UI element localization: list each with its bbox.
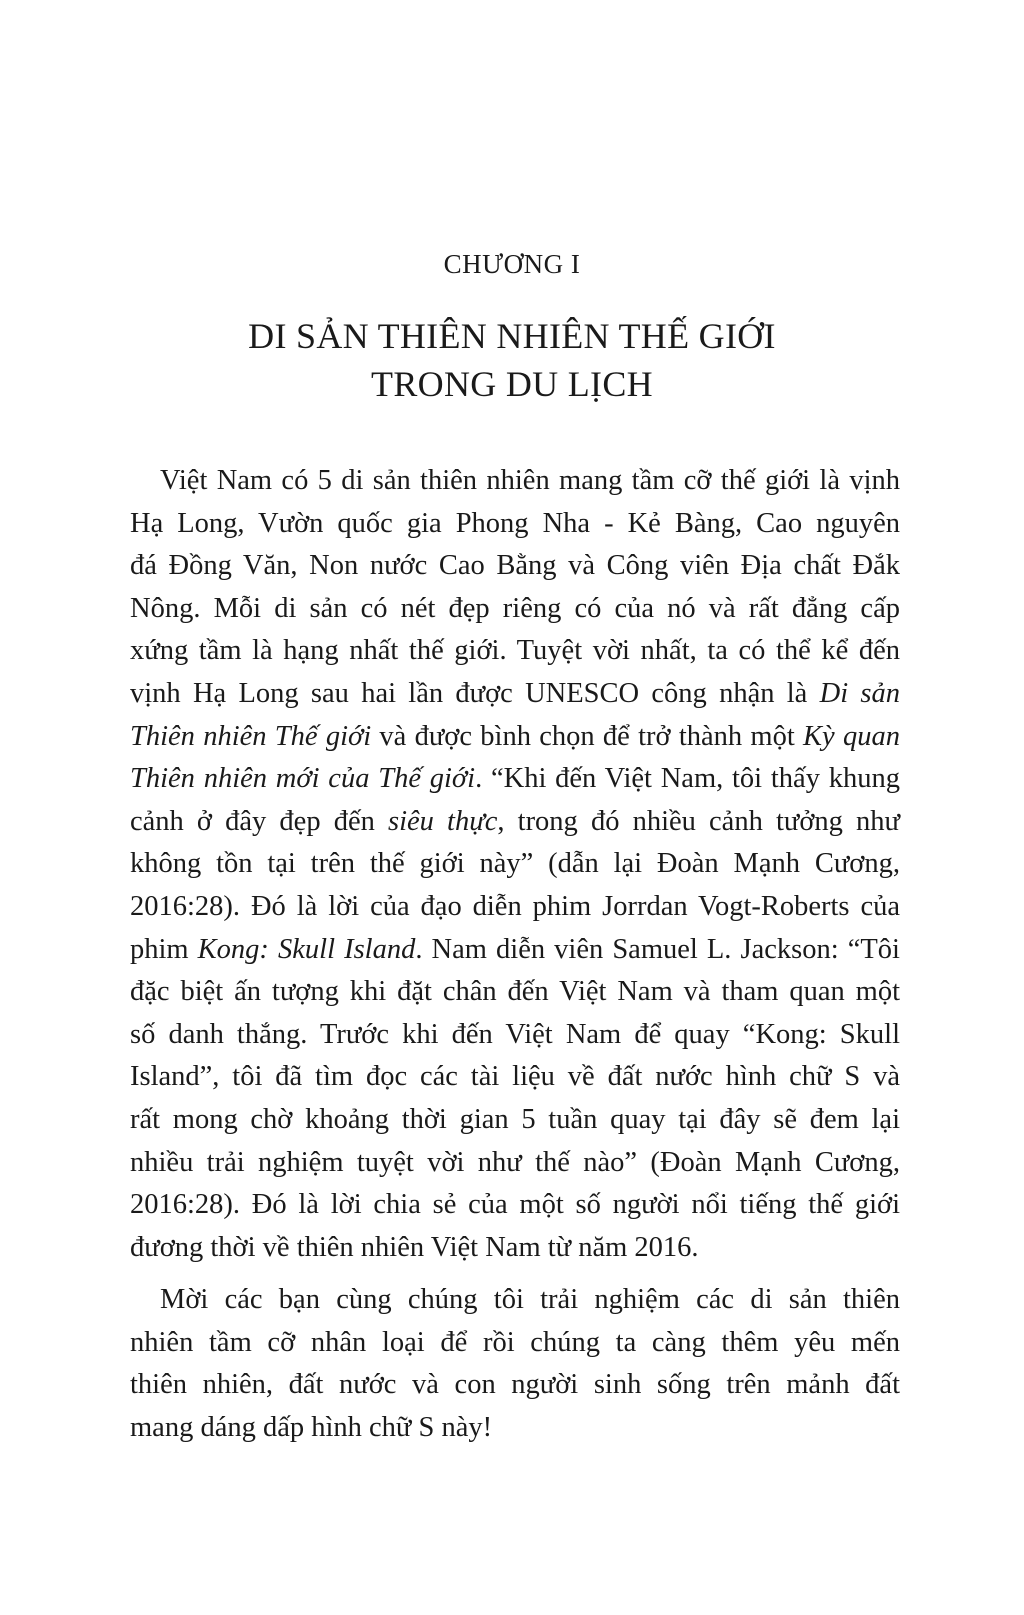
chapter-title-line: DI SẢN THIÊN NHIÊN THẾ GIỚI (248, 316, 776, 356)
text-line: rất mong chờ khoảng thời gian 5 tuần quay tại đây sẽ đem lại (130, 1103, 900, 1135)
chapter-label: CHƯƠNG I (443, 249, 581, 279)
text-line: Island”, tôi đã tìm đọc các tài liệu về đất nước hình chữ S và (130, 1061, 900, 1093)
text-line: phim Kong: Skull Island. Nam diễn viên Samuel L. Jackson: “Tôi (130, 933, 900, 965)
text-line: nhiên tầm cỡ nhân loại để rồi chúng ta càng thêm yêu mến (130, 1326, 900, 1358)
chapter-title (0, 312, 1024, 408)
text-line: xứng tầm là hạng nhất thế giới. Tuyệt vời nhất, ta có thể kể đến (130, 635, 900, 667)
italic-term: Thiên nhiên Thế giới (130, 720, 372, 752)
italic-term: siêu thực (387, 805, 498, 837)
text-line: 2016:28). Đó là lời chia sẻ của một số người nổi tiếng thế giới (130, 1189, 900, 1221)
text-line: vịnh Hạ Long sau hai lần được UNESCO công nhận là Di sản (130, 677, 901, 709)
italic-term: Thiên nhiên mới của Thế giới (130, 763, 476, 795)
paragraph-2 (130, 1279, 900, 1449)
chapter-title-line: TRONG DU LỊCH (371, 364, 653, 404)
text-line: Nông. Mỗi di sản có nét đẹp riêng có của nó và rất đẳng cấp (130, 592, 900, 624)
body-text (130, 460, 900, 1450)
paragraph-1 (130, 460, 900, 1269)
text-line: mang dáng dấp hình chữ S này! (130, 1412, 493, 1444)
text-line: đặc biệt ấn tượng khi đặt chân đến Việt Nam và tham quan một (130, 976, 900, 1008)
text-line: Thiên nhiên Thế giới và được bình chọn để trở thành một Kỳ quan (130, 720, 900, 752)
text-line: thiên nhiên, đất nước và con người sinh sống trên mảnh đất (130, 1369, 900, 1401)
text-line: đương thời về thiên nhiên Việt Nam từ năm 2016. (130, 1231, 699, 1263)
text-line: đá Đồng Văn, Non nước Cao Bằng và Công viên Địa chất Đắk (130, 550, 900, 582)
text-line: không tồn tại trên thế giới này” (dẫn lại Đoàn Mạnh Cương, (130, 848, 900, 880)
italic-term: Kong: Skull Island (197, 933, 416, 965)
text-line: cảnh ở đây đẹp đến siêu thực, trong đó nhiều cảnh tưởng như (130, 805, 900, 837)
text-line: 2016:28). Đó là lời của đạo diễn phim Jorrdan Vogt-Roberts của (130, 890, 900, 922)
italic-term: Di sản (819, 677, 901, 709)
text-line: Thiên nhiên mới của Thế giới. “Khi đến Việt Nam, tôi thấy khung (130, 763, 900, 795)
text-line: Hạ Long, Vườn quốc gia Phong Nha - Kẻ Bàng, Cao nguyên (130, 507, 900, 539)
text-line: Mời các bạn cùng chúng tôi trải nghiệm các di sản thiên (160, 1284, 900, 1316)
text-line: nhiều trải nghiệm tuyệt vời như thế nào” (Đoàn Mạnh Cương, (130, 1146, 900, 1178)
italic-term: Kỳ quan (803, 720, 900, 752)
text-line: Việt Nam có 5 di sản thiên nhiên mang tầm cỡ thế giới là vịnh (160, 465, 900, 496)
text-line: số danh thắng. Trước khi đến Việt Nam để quay “Kong: Skull (130, 1018, 900, 1050)
